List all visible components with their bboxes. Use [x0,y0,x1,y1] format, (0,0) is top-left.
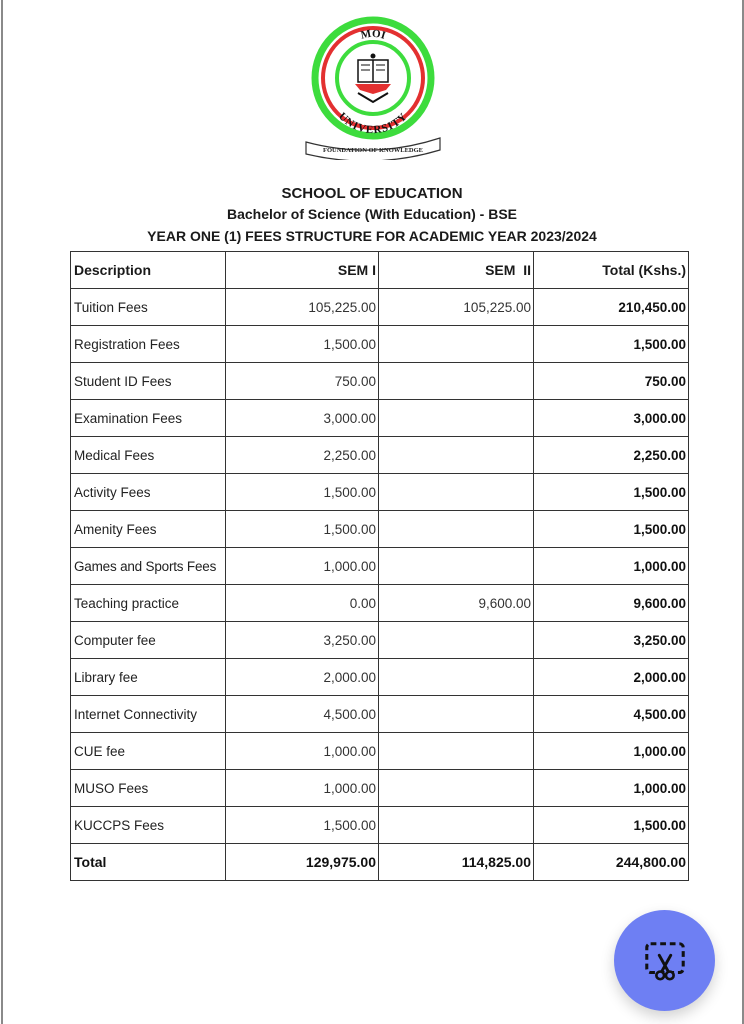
header-sem2: SEM II [379,252,534,289]
table-row [71,696,689,733]
row-sem1: 1,000.00 [226,733,379,770]
table-row [71,400,689,437]
svg-text:UNIVERSITY: UNIVERSITY [336,110,410,137]
svg-text:MOI: MOI [359,27,387,42]
table-row [71,511,689,548]
row-sem2 [379,807,534,844]
row-sem2: 9,600.00 [379,585,534,622]
row-total: 1,500.00 [534,511,689,548]
row-sem2 [379,659,534,696]
table-row [71,289,689,326]
row-sem2 [379,770,534,807]
row-sem1: 105,225.00 [226,289,379,326]
header-sem1: SEM I [226,252,379,289]
table-row [71,622,689,659]
program-name: Bachelor of Science (With Education) - BSE [226,206,518,222]
row-sem1: 2,000.00 [226,659,379,696]
row-total: 1,000.00 [534,733,689,770]
table-row [71,548,689,585]
row-total: 3,250.00 [534,622,689,659]
row-sem1: 1,500.00 [226,326,379,363]
total-grand: 244,800.00 [534,844,689,881]
screenshot-crop-button[interactable] [614,910,715,1011]
total-sem1: 129,975.00 [226,844,379,881]
table-row [71,733,689,770]
row-sem2 [379,326,534,363]
row-description: Medical Fees [71,437,226,474]
row-sem2 [379,437,534,474]
row-description: Examination Fees [71,400,226,437]
table-row [71,659,689,696]
row-total: 750.00 [534,363,689,400]
total-sem2: 114,825.00 [379,844,534,881]
table-header-row [71,252,689,289]
row-description: KUCCPS Fees [71,807,226,844]
row-description: Tuition Fees [71,289,226,326]
row-total: 1,500.00 [534,474,689,511]
row-sem1: 1,500.00 [226,807,379,844]
header-description: Description [71,252,226,289]
header-total: Total (Kshs.) [534,252,689,289]
university-crest-icon [298,10,448,160]
row-sem1: 4,500.00 [226,696,379,733]
page-edge-left [1,0,3,1024]
row-sem1: 1,000.00 [226,770,379,807]
row-description: Teaching practice [71,585,226,622]
row-total: 1,000.00 [534,548,689,585]
row-description: Computer fee [71,622,226,659]
row-total: 1,500.00 [534,326,689,363]
row-description: Registration Fees [71,326,226,363]
row-description: Student ID Fees [71,363,226,400]
table-total-row [71,844,689,881]
row-sem2 [379,363,534,400]
row-sem2: 105,225.00 [379,289,534,326]
row-sem1: 3,000.00 [226,400,379,437]
row-sem2 [379,474,534,511]
row-description: Internet Connectivity [71,696,226,733]
row-total: 210,450.00 [534,289,689,326]
table-row [71,474,689,511]
row-total: 1,500.00 [534,807,689,844]
table-row [71,585,689,622]
row-sem2 [379,548,534,585]
row-sem1: 1,000.00 [226,548,379,585]
row-description: Amenity Fees [71,511,226,548]
row-sem1: 1,500.00 [226,511,379,548]
row-total: 1,000.00 [534,770,689,807]
row-description: CUE fee [71,733,226,770]
document-title: YEAR ONE (1) FEES STRUCTURE FOR ACADEMIC YEAR 2023/2024 [147,228,597,244]
svg-text:FOUNDATION OF KNOWLEDGE: FOUNDATION OF KNOWLEDGE [322,147,424,154]
row-description: Games and Sports Fees [71,548,226,585]
fees-structure-table [70,251,689,881]
school-name: SCHOOL OF EDUCATION [281,185,463,202]
row-sem1: 2,250.00 [226,437,379,474]
row-sem2 [379,400,534,437]
row-total: 2,000.00 [534,659,689,696]
table-row [71,770,689,807]
row-sem1: 3,250.00 [226,622,379,659]
table-row [71,807,689,844]
row-total: 9,600.00 [534,585,689,622]
row-sem2 [379,622,534,659]
row-total: 3,000.00 [534,400,689,437]
table-row [71,326,689,363]
row-description: MUSO Fees [71,770,226,807]
row-sem2 [379,511,534,548]
row-total: 2,250.00 [534,437,689,474]
row-total: 4,500.00 [534,696,689,733]
row-description: Activity Fees [71,474,226,511]
screenshot-scissors-icon [642,938,688,984]
row-sem2 [379,696,534,733]
row-sem1: 750.00 [226,363,379,400]
row-sem1: 0.00 [226,585,379,622]
row-sem2 [379,733,534,770]
row-description: Library fee [71,659,226,696]
moi-university-logo [298,10,448,160]
table-row [71,437,689,474]
row-sem1: 1,500.00 [226,474,379,511]
table-row [71,363,689,400]
total-label: Total [71,844,226,881]
